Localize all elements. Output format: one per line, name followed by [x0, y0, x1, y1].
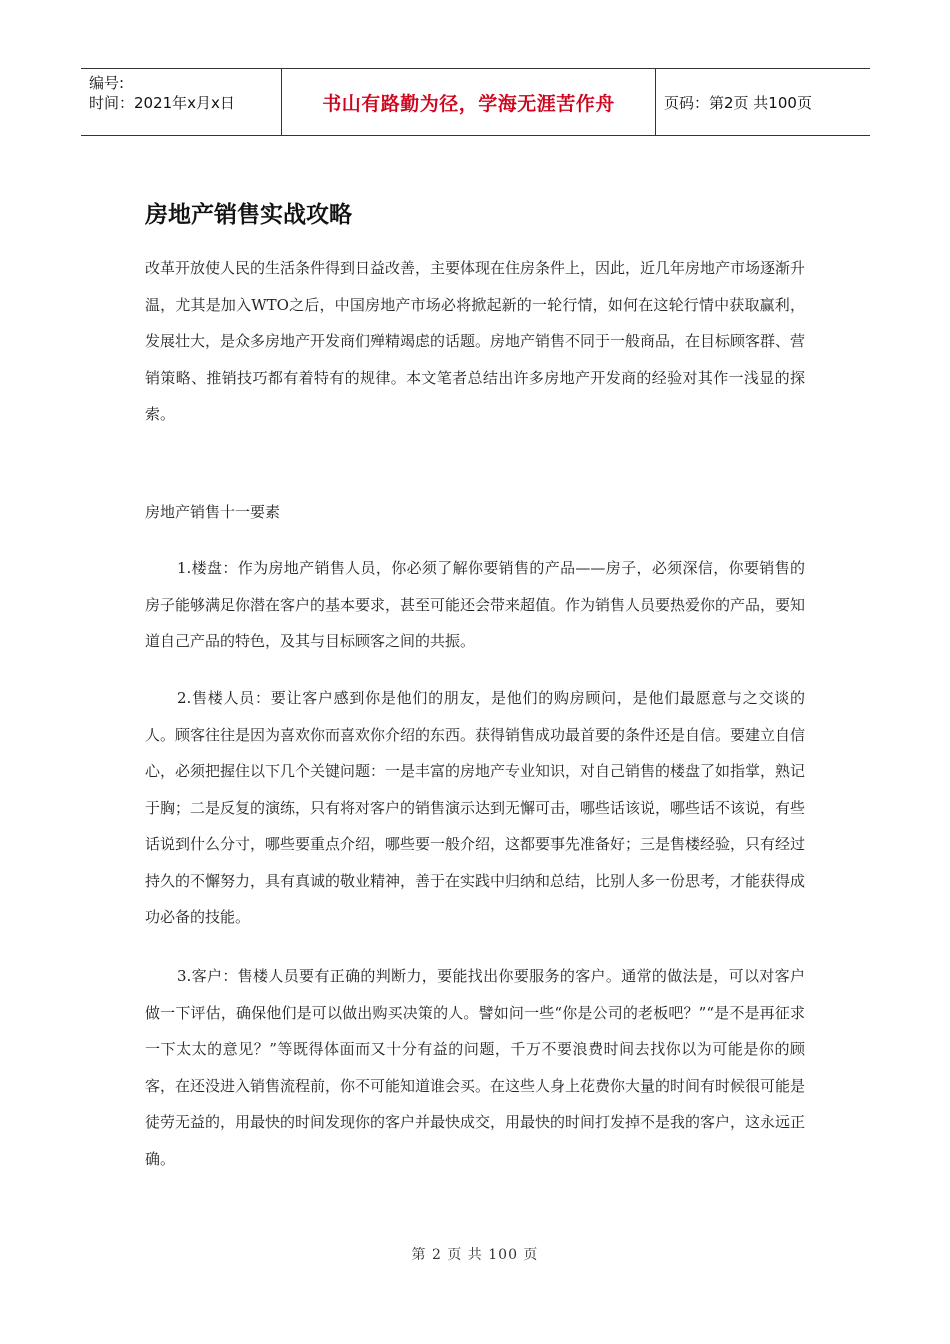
document-title: 房地产销售实战攻略 — [145, 202, 352, 228]
header-page-info: 页码：第2页 共100页 — [664, 93, 812, 112]
time-label: 时间：2021年x月x日 — [89, 94, 235, 112]
header-motto: 书山有路勤为径，学海无涯苦作舟 — [282, 69, 656, 135]
header-table — [81, 68, 870, 136]
number-label: 编号: — [89, 74, 125, 92]
item-paragraph-3: 3.客户：售楼人员要有正确的判断力，要能找出你要服务的客户。通常的做法是，可以对客户做一下评估，确保他们是可以做出购买决策的人。譬如问一些“你是公司的老板吧？”“是不是再征求一下太太的意见？”等既得体面而又十分有益的问题，千万不要浪费时间去找你以为可能是你的顾客，在还没进入销售流程前，你不可能知道谁会买。在这些人身上花费你大量的时间有时候很可能是徒劳无益的，用最快的时间发现你的客户并最快成交，用最快的时间打发掉不是我的客户，这永远正确。 — [145, 967, 806, 1168]
section-heading: 房地产销售十一要素 — [145, 503, 281, 521]
header-meta-cell — [81, 69, 282, 135]
intro-paragraph: 改革开放使人民的生活条件得到日益改善，主要体现在住房条件上，因此，近几年房地产市场逐渐升温，尤其是加入WTO之后，中国房地产市场必将掀起新的一轮行情，如何在这轮行情中获取赢利，发展壮大，是众多房地产开发商们殚精竭虑的话题。房地产销售不同于一般商品，在目标顾客群、营销策略、推销技巧都有着特有的规律。本文笔者总结出许多房地产开发商的经验对其作一浅显的探索。 — [145, 259, 806, 423]
item-paragraph-1: 1.楼盘：作为房地产销售人员，你必须了解你要销售的产品——房子，必须深信，你要销售的房子能够满足你潜在客户的基本要求，甚至可能还会带来超值。作为销售人员要热爱你的产品，要知道自己产品的特色，及其与目标顾客之间的共振。 — [145, 559, 806, 650]
page-footer: 第 2 页 共 100 页 — [411, 1247, 539, 1263]
item-paragraph-2: 2.售楼人员：要让客户感到你是他们的朋友，是他们的购房顾问，是他们最愿意与之交谈的人。顾客往往是因为喜欢你而喜欢你介绍的东西。获得销售成功最首要的条件还是自信。要建立自信心，必须把握住以下几个关键问题：一是丰富的房地产专业知识，对自己销售的楼盘了如指掌，熟记于胸；二是反复的演练，只有将对客户的销售演示达到无懈可击，哪些话该说，哪些话不该说，有些话说到什么分寸，哪些要重点介绍，哪些要一般介绍，这都要事先准备好；三是售楼经验，只有经过持久的不懈努力，具有真诚的敬业精神，善于在实践中归纳和总结，比别人多一份思考，才能获得成功必备的技能。 — [145, 689, 806, 926]
